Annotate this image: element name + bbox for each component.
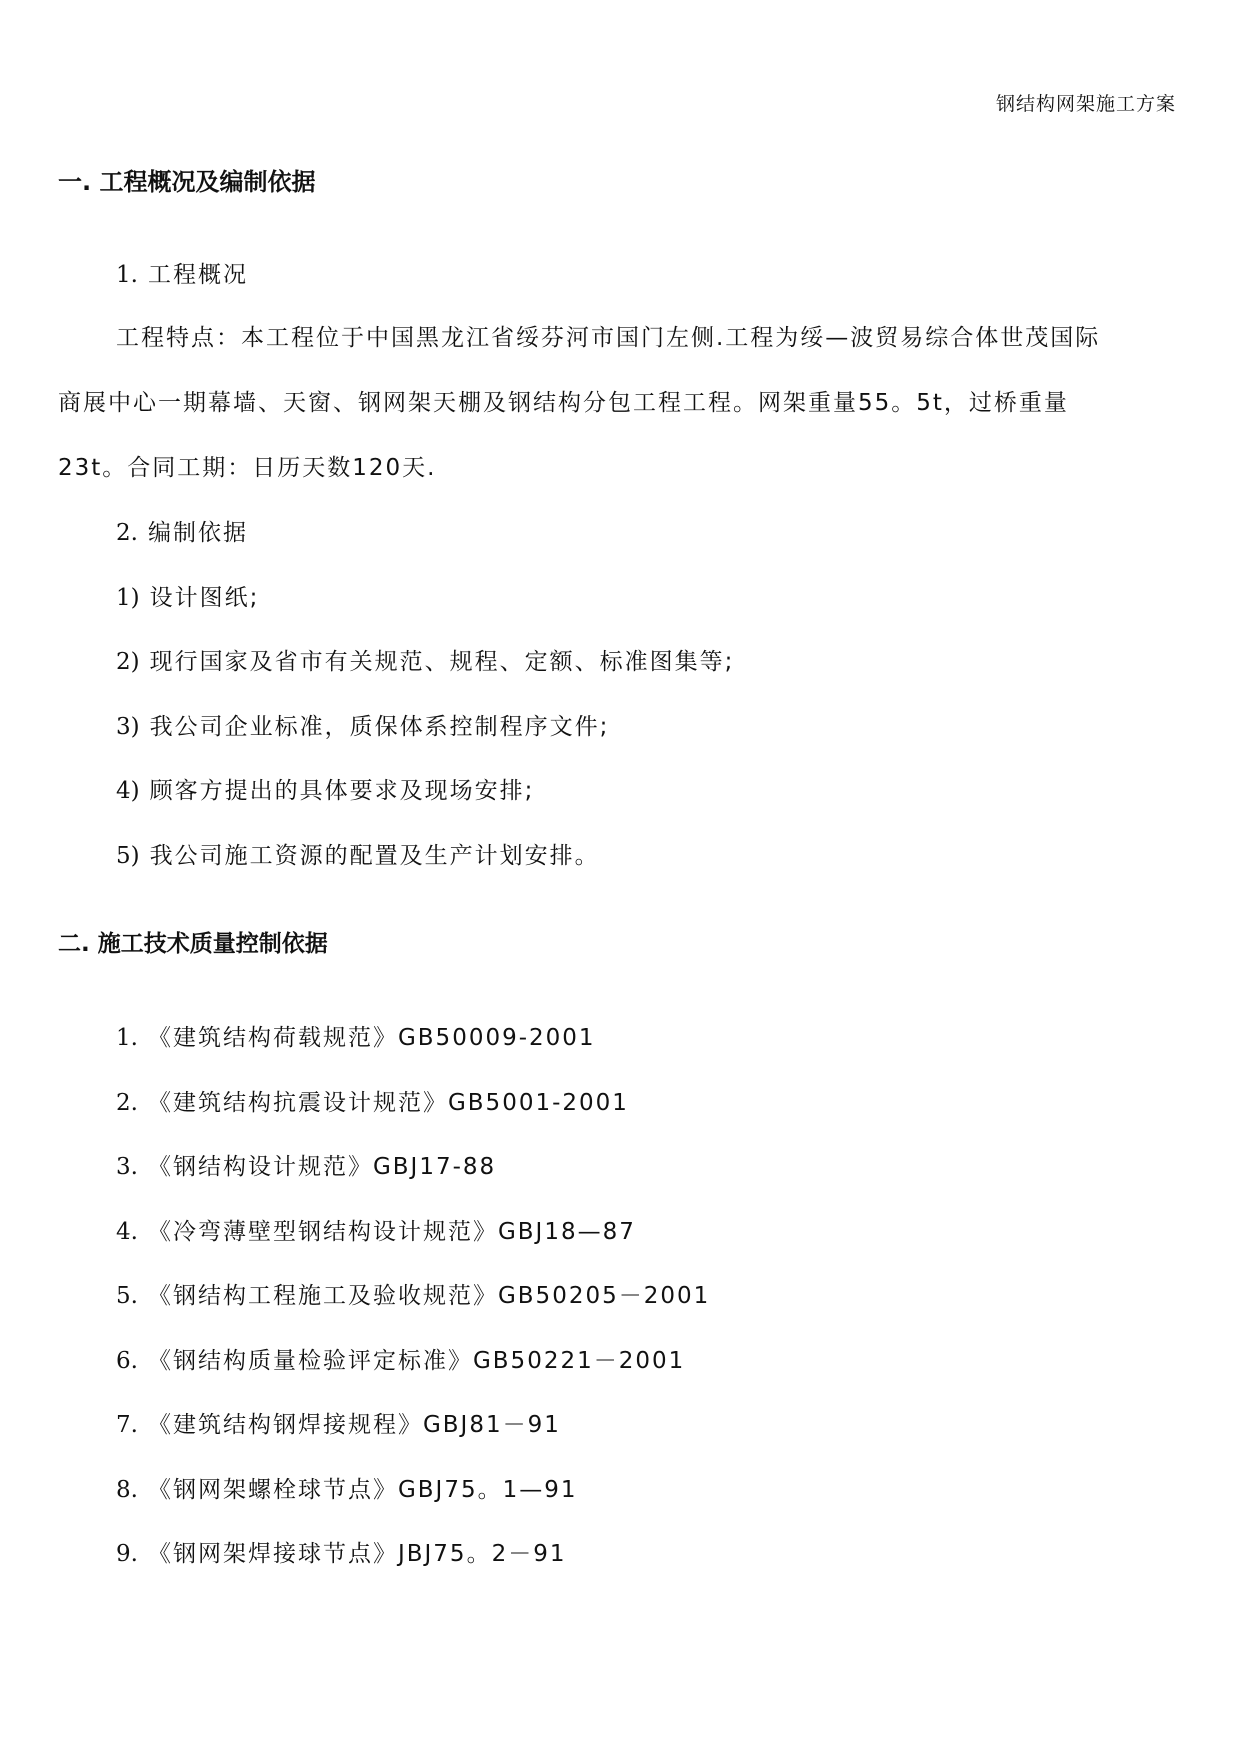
- subsection-1: [116, 256, 248, 289]
- list-item-number: 2.: [116, 1090, 138, 1116]
- section-1-heading: 一. 工程概况及编制依据: [58, 168, 316, 196]
- subsection-number: 1.: [116, 262, 138, 288]
- list-item-number: 5.: [116, 1283, 138, 1309]
- list-item-text: 我公司施工资源的配置及生产计划安排。: [149, 843, 600, 869]
- list-item-text: 《建筑结构荷载规范》GB50009-2001: [147, 1025, 596, 1051]
- list-item-text: 《建筑结构钢焊接规程》GBJ81－91: [147, 1412, 561, 1438]
- subsection-title: 工程概况: [147, 262, 248, 288]
- subsection-number: 2.: [116, 520, 138, 546]
- list-item-number: 7.: [116, 1412, 138, 1438]
- list-item-text: 设计图纸;: [149, 585, 260, 611]
- list-item: [116, 1471, 578, 1504]
- list-item: [116, 643, 734, 676]
- list-item-text: 《钢结构设计规范》GBJ17-88: [147, 1154, 497, 1180]
- list-item-text: 《钢结构质量检验评定标准》GB50221－2001: [147, 1348, 686, 1374]
- list-item-number: 1): [116, 585, 140, 611]
- list-item-text: 《冷弯薄壁型钢结构设计规范》GBJ18—87: [147, 1219, 636, 1245]
- list-item-number: 6.: [116, 1348, 138, 1374]
- paragraph-line-1: 工程特点：本工程位于中国黑龙江省绥芬河市国门左侧.工程为绥—波贸易综合体世茂国际: [116, 325, 1101, 351]
- list-item-number: 3.: [116, 1154, 138, 1180]
- list-item: [116, 772, 534, 805]
- list-item: [116, 579, 259, 612]
- subsection-2: [116, 514, 248, 547]
- list-item: [116, 708, 609, 741]
- list-item: [116, 1213, 636, 1246]
- list-item-number: 8.: [116, 1477, 138, 1503]
- paragraph-line-3: 23t。合同工期：日历天数120天.: [58, 455, 437, 481]
- list-item: [116, 1406, 561, 1439]
- paragraph-line-2: 商展中心一期幕墙、天窗、钢网架天棚及钢结构分包工程工程。网架重量55。5t，过桥重量: [58, 390, 1069, 416]
- list-item: [116, 1342, 685, 1375]
- list-item-number: 5): [116, 843, 140, 869]
- list-item-number: 9.: [116, 1541, 138, 1567]
- list-item-text: 《钢网架焊接球节点》JBJ75。2－91: [147, 1541, 567, 1567]
- list-item-text: 我公司企业标准，质保体系控制程序文件;: [149, 714, 610, 740]
- list-item-text: 《建筑结构抗震设计规范》GB5001-2001: [147, 1090, 629, 1116]
- list-item: [116, 1148, 496, 1181]
- list-item: [116, 1019, 596, 1052]
- list-item-number: 2): [116, 649, 140, 675]
- list-item-text: 《钢网架螺栓球节点》GBJ75。1—91: [147, 1477, 578, 1503]
- list-item-number: 4.: [116, 1219, 138, 1245]
- subsection-title: 编制依据: [147, 520, 248, 546]
- list-item: [116, 1277, 710, 1310]
- list-item-text: 顾客方提出的具体要求及现场安排;: [149, 778, 535, 804]
- list-item-number: 3): [116, 714, 140, 740]
- list-item: [116, 837, 600, 870]
- list-item-text: 《钢结构工程施工及验收规范》GB50205－2001: [147, 1283, 711, 1309]
- list-item: [116, 1084, 629, 1117]
- list-item-text: 现行国家及省市有关规范、规程、定额、标准图集等;: [149, 649, 735, 675]
- section-2-heading: 二. 施工技术质量控制依据: [58, 931, 328, 957]
- list-item: [116, 1535, 566, 1568]
- list-item-number: 1.: [116, 1025, 138, 1051]
- page-header-title: 钢结构网架施工方案: [995, 93, 1176, 115]
- list-item-number: 4): [116, 778, 140, 804]
